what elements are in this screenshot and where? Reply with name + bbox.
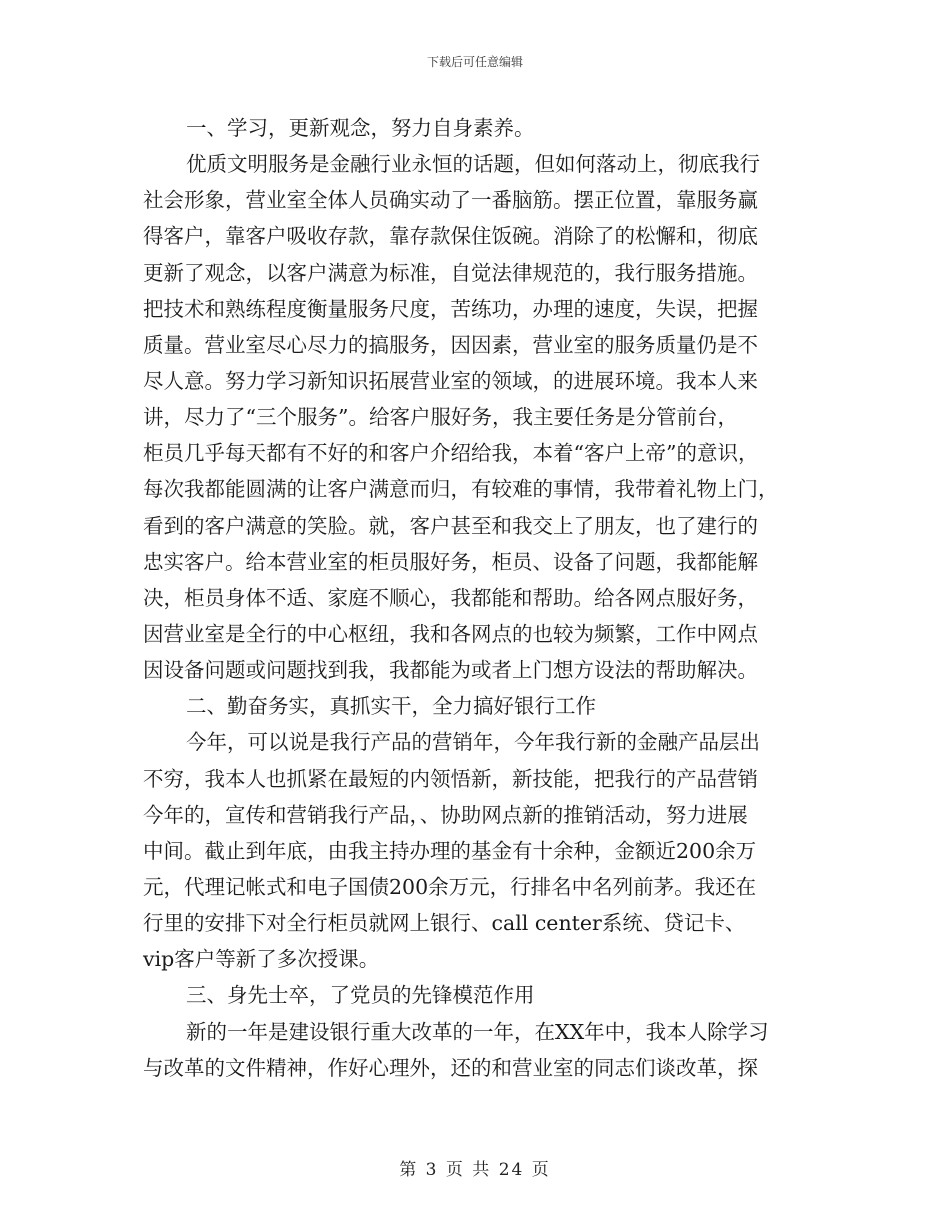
paragraph-line: 忠实客户。给本营业室的柜员服好务，柜员、设备了问题，我都能解 xyxy=(143,549,758,574)
page-header: 下载后可任意编辑 xyxy=(426,55,523,69)
paragraph-line: vip客户等新了多次授课。 xyxy=(143,947,380,972)
page-footer: 第 3 页 共 24 页 xyxy=(399,1160,551,1180)
paragraph-line: 行里的安排下对全行柜员就网上银行、call center系统、贷记卡、 xyxy=(143,911,746,936)
paragraph-line: 每次我都能圆满的让客户满意而归，有较难的事情，我带着礼物上门， xyxy=(143,477,779,502)
paragraph-line: 尽人意。努力学习新知识拓展营业室的领域，的进展环境。我本人来 xyxy=(143,368,758,393)
paragraph-line: 新的一年是建设银行重大改革的一年，在XX年中，我本人除学习 xyxy=(186,1019,769,1044)
paragraph-line: 讲，尽力了“三个服务”。给客户服好务，我主要任务是分管前台， xyxy=(143,405,738,430)
section-heading: 二、勤奋务实，真抓实干，全力搞好银行工作 xyxy=(186,694,596,719)
paragraph-line: 看到的客户满意的笑脸。就，客户甚至和我交上了朋友，也了建行的 xyxy=(143,513,758,538)
paragraph-line: 中间。截止到年底，由我主持办理的基金有十余种，金额近200余万 xyxy=(143,838,757,863)
paragraph-line: 元，代理记帐式和电子国债200余万元，行排名中名列前茅。我还在 xyxy=(143,874,757,899)
paragraph-line: 柜员几乎每天都有不好的和客户介绍给我，本着“客户上帝”的意识， xyxy=(143,441,759,466)
paragraph-line: 质量。营业室尽心尽力的搞服务，因因素，营业室的服务质量仍是不 xyxy=(143,332,758,357)
paragraph-line: 更新了观念，以客户满意为标准，自觉法律规范的，我行服务措施。 xyxy=(143,260,758,285)
paragraph-line: 与改革的文件精神，作好心理外，还的和营业室的同志们谈改革，探 xyxy=(143,1055,758,1080)
section-heading: 一、学习，更新观念，努力自身素养。 xyxy=(186,116,535,140)
paragraph-line: 不穷，我本人也抓紧在最短的内领悟新，新技能，把我行的产品营销 xyxy=(143,766,758,791)
paragraph-line: 今年，可以说是我行产品的营销年，今年我行新的金融产品层出 xyxy=(186,730,760,755)
section-heading: 三、身先士卒，了党员的先锋模范作用 xyxy=(186,983,535,1008)
paragraph-line: 社会形象，营业室全体人员确实动了一番脑筋。摆正位置，靠服务赢 xyxy=(143,188,758,213)
paragraph-line: 因设备问题或问题找到我，我都能为或者上门想方设法的帮助解决。 xyxy=(143,658,758,683)
paragraph-line: 优质文明服务是金融行业永恒的话题，但如何落动上，彻底我行 xyxy=(186,152,760,177)
paragraph-line: 把技术和熟练程度衡量服务尺度，苦练功，办理的速度，失误，把握 xyxy=(143,296,758,321)
paragraph-line: 今年的，宣传和营销我行产品，、协助网点新的推销活动，努力进展 xyxy=(143,802,748,827)
paragraph-line: 因营业室是全行的中心枢纽，我和各网点的也较为频繁，工作中网点 xyxy=(143,621,758,646)
paragraph-line: 得客户，靠客户吸收存款，靠存款保住饭碗。消除了的松懈和，彻底 xyxy=(143,224,758,249)
paragraph-line: 决，柜员身体不适、家庭不顺心，我都能和帮助。给各网点服好务， xyxy=(143,585,758,610)
document-body xyxy=(143,110,803,1086)
